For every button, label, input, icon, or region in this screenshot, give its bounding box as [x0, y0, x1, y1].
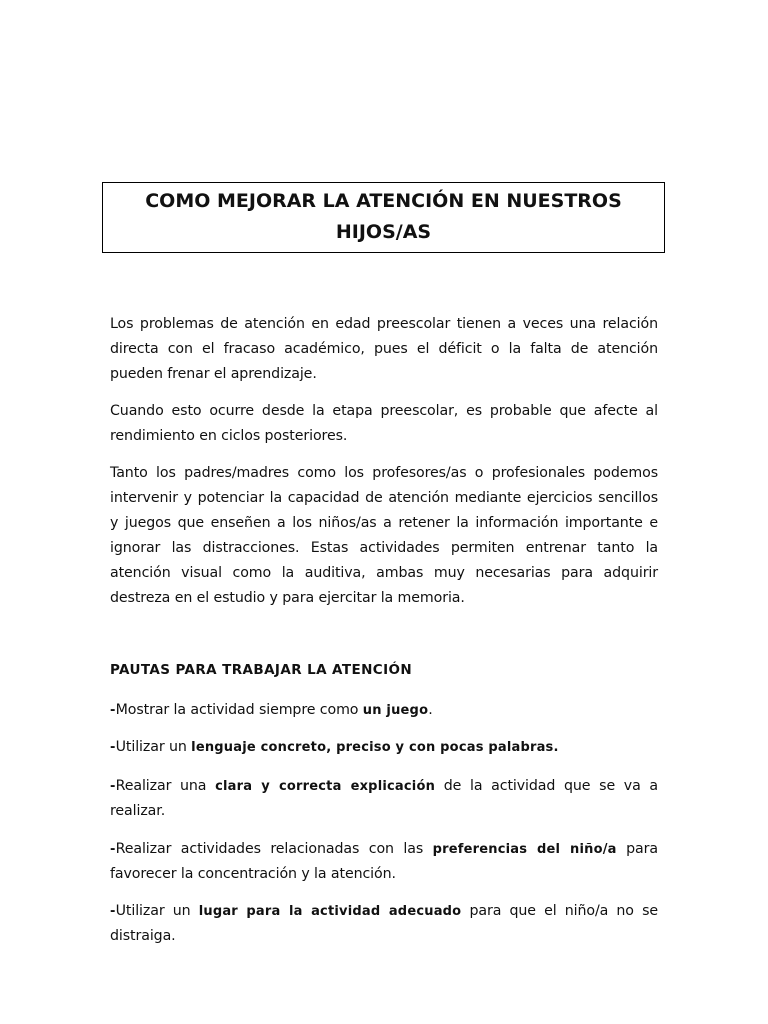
- item-text: Realizar una: [115, 778, 216, 794]
- item-text-end: para que el niño/a no se distraiga.: [110, 903, 658, 944]
- paragraph-3: Tanto los padres/madres como los profesores/as o profesionales podemos intervenir y potenciar la capacidad de atención mediante ejercicios sencillos y juegos que enseñen a los niños/as a retener la información importante e ignorar las distracciones. Estas actividades permiten entrenar tanto la atención visual como la auditiva, ambas muy necesarias para adquirir destreza en el estudio y para ejercitar la memoria.: [110, 465, 658, 606]
- item-text: Mostrar la actividad siempre como: [115, 702, 363, 718]
- item-dash: -: [110, 904, 116, 919]
- item-text: Utilizar un: [115, 739, 192, 755]
- item-emphasis: lenguaje concreto, preciso y con pocas palabras.: [191, 740, 559, 755]
- item-text-end: de la actividad que se va a realizar.: [110, 778, 658, 819]
- item-text-end: para favorecer la concentración y la atención.: [110, 841, 658, 882]
- item-text-end: .: [428, 702, 433, 718]
- guideline-item-1: [110, 698, 658, 723]
- item-text: Utilizar un: [115, 903, 199, 919]
- document-title: COMO MEJORAR LA ATENCIÓN EN NUESTROS HIJOS/AS: [145, 190, 622, 243]
- document-title-box: [102, 182, 665, 253]
- item-dash: -: [110, 779, 116, 794]
- item-dash: -: [110, 740, 116, 755]
- item-emphasis: lugar para la actividad adecuado: [198, 904, 462, 919]
- section-heading: PAUTAS PARA TRABAJAR LA ATENCIÓN: [110, 662, 413, 678]
- guideline-item-5: [110, 899, 658, 949]
- guideline-item-3: [110, 774, 658, 824]
- item-emphasis: clara y correcta explicación: [215, 779, 436, 794]
- paragraph-2: Cuando esto ocurre desde la etapa preescolar, es probable que afecte al rendimiento en ciclos posteriores.: [110, 403, 658, 444]
- guideline-item-4: [110, 837, 658, 887]
- paragraph-1: Los problemas de atención en edad preescolar tienen a veces una relación directa con el fracaso académico, pues el déficit o la falta de atención pueden frenar el aprendizaje.: [110, 316, 658, 382]
- item-text: Realizar actividades relacionadas con las: [115, 841, 433, 857]
- item-dash: -: [110, 703, 116, 718]
- item-emphasis: preferencias del niño/a: [432, 842, 617, 857]
- guideline-item-2: [110, 735, 658, 760]
- item-emphasis: un juego: [362, 703, 429, 718]
- item-dash: -: [110, 842, 116, 857]
